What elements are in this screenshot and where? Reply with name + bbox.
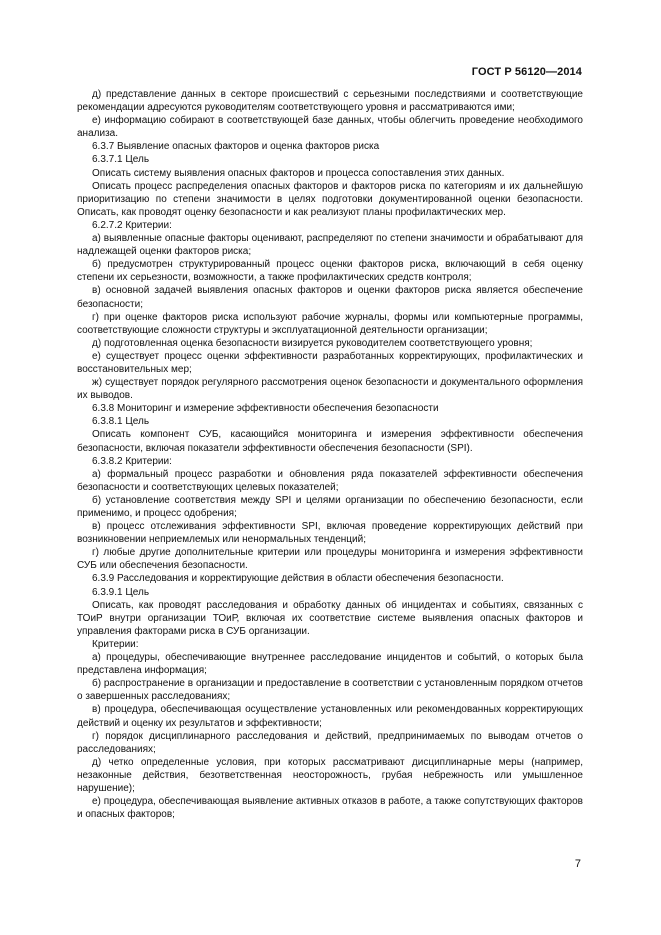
paragraph: е) информацию собирают в соответствующей базе данных, чтобы облегчить проведение необходимого анализа. — [77, 115, 583, 140]
list-item: ж) существует порядок регулярного рассмотрения оценок безопасности и документального оформления их выводов. — [77, 377, 583, 402]
list-item: а) процедуры, обеспечивающие внутреннее расследование инцидентов и событий, о которых была представлена информация; — [77, 652, 583, 677]
list-item: е) существует процесс оценки эффективности разработанных корректирующих, профилактических и восстановительных мер; — [77, 350, 583, 375]
paragraph: Описать процесс распределения опасных факторов и факторов риска по категориям и их дальнейшую приоритизацию по степени значимости в целях подготовки документированной оценки безопасности. Описать, как проводят оценку безопасности и как реализуют планы профилактических мер. — [77, 180, 583, 218]
section-heading: 6.3.9 Расследования и корректирующие действия в области обеспечения безопасности. — [92, 573, 504, 585]
list-item: б) установление соответствия между SPI и целями организации по обеспечению безопасности, если применимо, и процесс одобрения; — [77, 494, 583, 519]
list-item: в) основной задачей выявления опасных факторов и оценки факторов риска является обеспечение безопасности; — [77, 285, 583, 310]
list-item: б) предусмотрен структурированный процесс оценки факторов риска, включающий в себя оценку степени их серьезности, возможности, а также профилактических средств контроля; — [77, 259, 583, 284]
list-item: е) процедура, обеспечивающая выявление активных отказов в работе, а также сопутствующих факторов и опасных факторов; — [77, 796, 583, 821]
list-item: а) выявленные опасные факторы оценивают, распределяют по степени значимости и обрабатывают для надлежащей оценки факторов риска; — [77, 233, 583, 258]
document-code: ГОСТ Р 56120—2014 — [471, 66, 582, 78]
paragraph: д) представление данных в секторе происшествий с серьезными последствиями и соответствующие рекомендации адресуются руководителям соответствующего уровня и рассматриваются ими; — [77, 89, 583, 114]
list-item: д) подготовленная оценка безопасности визируется руководителем соответствующего уровня; — [92, 337, 533, 349]
subsection-heading: 6.3.7.1 Цель — [92, 154, 150, 166]
subsection-heading: 6.3.9.1 Цель — [92, 586, 150, 598]
paragraph: Критерии: — [92, 638, 139, 650]
list-item: г) любые другие дополнительные критерии или процедуры мониторинга и измерения эффективности СУБ или обеспечения безопасности. — [77, 547, 583, 572]
subsection-heading: 6.3.8.1 Цель — [92, 416, 150, 428]
list-item: в) процесс отслеживания эффективности SPI, включая проведение корректирующих действий при возникновении неприемлемых или ненормальных тенденций; — [77, 521, 583, 546]
paragraph: Описать компонент СУБ, касающийся мониторинга и измерения эффективности обеспечения безопасности, включая показатели эффективности обеспечения безопасности (SPI). — [77, 429, 583, 454]
list-item: г) при оценке факторов риска используют рабочие журналы, формы или компьютерные программы, соответствующие сложности структуры и эксплуатационной деятельности организации; — [77, 311, 583, 336]
subsection-heading: 6.2.7.2 Критерии: — [92, 219, 172, 231]
section-heading: 6.3.7 Выявление опасных факторов и оценка факторов риска — [92, 141, 380, 153]
section-heading: 6.3.8 Мониторинг и измерение эффективности обеспечения безопасности — [92, 403, 439, 415]
page-body — [77, 88, 583, 821]
list-item: в) процедура, обеспечивающая осуществление установленных или рекомендованных корректирующих действий и оценку их результатов и эффективности; — [77, 704, 583, 729]
list-item: а) формальный процесс разработки и обновления ряда показателей эффективности обеспечения безопасности и соответствующих целевых показателей; — [77, 468, 583, 493]
page-number: 7 — [574, 858, 581, 870]
paragraph: Описать систему выявления опасных факторов и процесса сопоставления этих данных. — [92, 167, 505, 179]
list-item: б) распространение в организации и предоставление в соответствии с установленным порядком отчетов о завершенных расследованиях; — [77, 678, 583, 703]
subsection-heading: 6.3.8.2 Критерии: — [92, 455, 172, 467]
paragraph: Описать, как проводят расследования и обработку данных об инцидентах и событиях, связанных с ТОиР внутри организации ТОиР, включая их соответствие системе выявления опасных факторов и управления факторами риска в СУБ организации. — [77, 599, 583, 637]
list-item: г) порядок дисциплинарного расследования и действий, предпринимаемых по выводам отчетов о расследованиях; — [77, 730, 583, 755]
list-item: д) четко определенные условия, при которых рассматривают дисциплинарные меры (например, незаконные действия, безответственная неосторожность, грубая небрежность или умышленное нарушение); — [77, 756, 583, 794]
